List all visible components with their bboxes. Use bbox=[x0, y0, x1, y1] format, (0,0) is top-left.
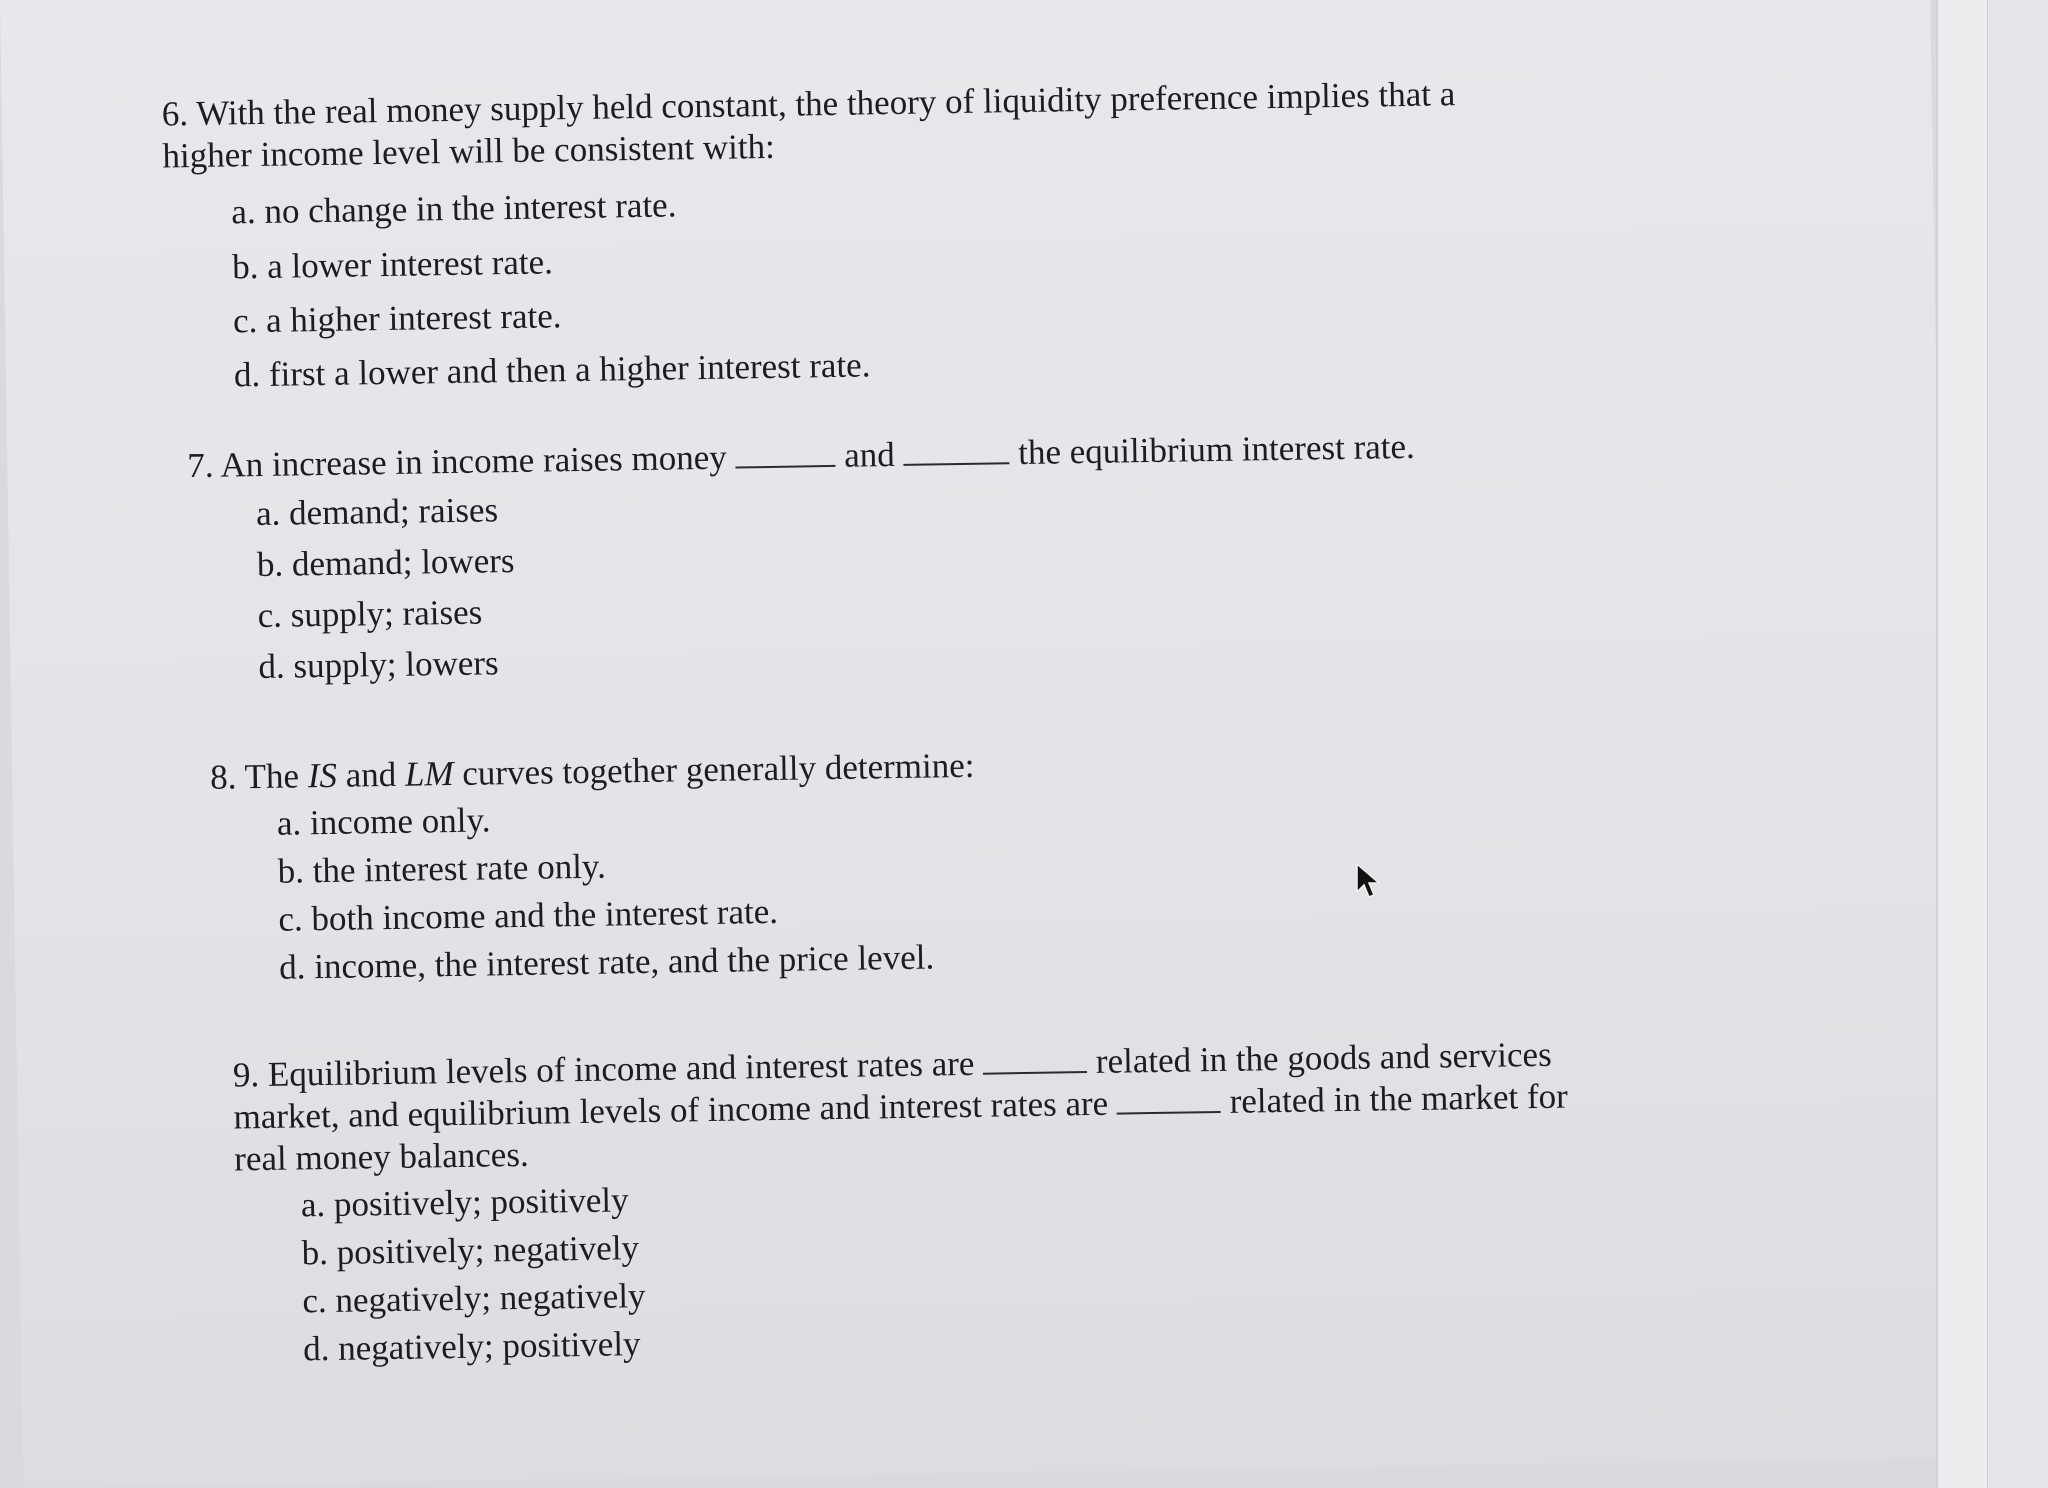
option-6c[interactable]: c. a higher interest rate. bbox=[232, 296, 562, 341]
question-6 bbox=[161, 73, 1459, 403]
question-9-stem-part-4: related in the market for bbox=[1229, 1076, 1569, 1121]
option-8a[interactable]: a. income only. bbox=[276, 800, 491, 843]
question-number: 9. bbox=[232, 1055, 260, 1095]
option-9b[interactable]: b. positively; negatively bbox=[301, 1228, 640, 1273]
question-7-stem-part-1: An increase in income raises money bbox=[220, 437, 728, 485]
question-6-options bbox=[231, 165, 1460, 402]
scrollbar-track[interactable] bbox=[1987, 0, 2048, 1488]
option-6b[interactable]: b. a lower interest rate. bbox=[231, 242, 554, 287]
option-8c[interactable]: c. both income and the interest rate. bbox=[278, 891, 779, 939]
answer-blank[interactable] bbox=[1117, 1081, 1221, 1115]
question-9-options bbox=[301, 1162, 1572, 1374]
option-9c[interactable]: c. negatively; negatively bbox=[302, 1276, 646, 1321]
question-number: 7. bbox=[187, 445, 214, 486]
question-8-stem-part-5: curves together generally determine: bbox=[462, 745, 975, 793]
question-9-stem-part-3: market, and equilibrium levels of income and interest rates are bbox=[233, 1083, 1109, 1137]
question-9 bbox=[233, 1034, 1572, 1375]
question-6-stem-text: With the real money supply held constant, the theory of liquidity preference implies that a bbox=[195, 74, 1456, 133]
answer-blank[interactable] bbox=[903, 432, 1009, 466]
question-7-stem-part-3: the equilibrium interest rate. bbox=[1017, 426, 1416, 473]
question-8-stem-part-3: and bbox=[345, 754, 397, 795]
question-9-stem-part-2: related in the goods and services bbox=[1095, 1034, 1552, 1081]
question-9-stem-part-1: Equilibrium levels of income and interest rates are bbox=[267, 1043, 975, 1094]
lm-curve-label: LM bbox=[404, 753, 454, 794]
option-6d[interactable]: d. first a lower and then a higher interest rate. bbox=[233, 345, 871, 395]
question-7-stem-part-2: and bbox=[843, 435, 896, 475]
option-8b[interactable]: b. the interest rate only. bbox=[277, 846, 607, 891]
option-9d[interactable]: d. negatively; positively bbox=[302, 1324, 641, 1369]
question-8 bbox=[210, 745, 978, 993]
mouse-pointer-icon bbox=[1355, 862, 1389, 902]
option-6a[interactable]: a. no change in the interest rate. bbox=[231, 185, 677, 232]
question-6-stem-line-2: higher income level will be consistent with: bbox=[162, 126, 776, 176]
is-curve-label: IS bbox=[307, 755, 338, 796]
option-9a[interactable]: a. positively; positively bbox=[300, 1180, 629, 1225]
question-8-stem-part-1: The bbox=[244, 756, 300, 797]
option-8d[interactable]: d. income, the interest rate, and the price level. bbox=[278, 937, 935, 987]
question-number: 8. bbox=[209, 757, 237, 797]
question-8-options bbox=[277, 789, 978, 992]
option-7b[interactable]: b. demand; lowers bbox=[256, 540, 515, 585]
option-7a[interactable]: a. demand; raises bbox=[255, 490, 499, 534]
answer-blank[interactable] bbox=[983, 1041, 1087, 1075]
question-number: 6. bbox=[161, 94, 189, 134]
window-edge bbox=[1936, 0, 2048, 1488]
question-7-options bbox=[256, 470, 1419, 692]
option-7c[interactable]: c. supply; raises bbox=[257, 592, 483, 636]
answer-blank[interactable] bbox=[735, 435, 835, 469]
option-7d[interactable]: d. supply; lowers bbox=[258, 643, 499, 687]
question-7 bbox=[187, 426, 1418, 693]
question-9-stem-line-3: real money balances. bbox=[233, 1134, 529, 1179]
